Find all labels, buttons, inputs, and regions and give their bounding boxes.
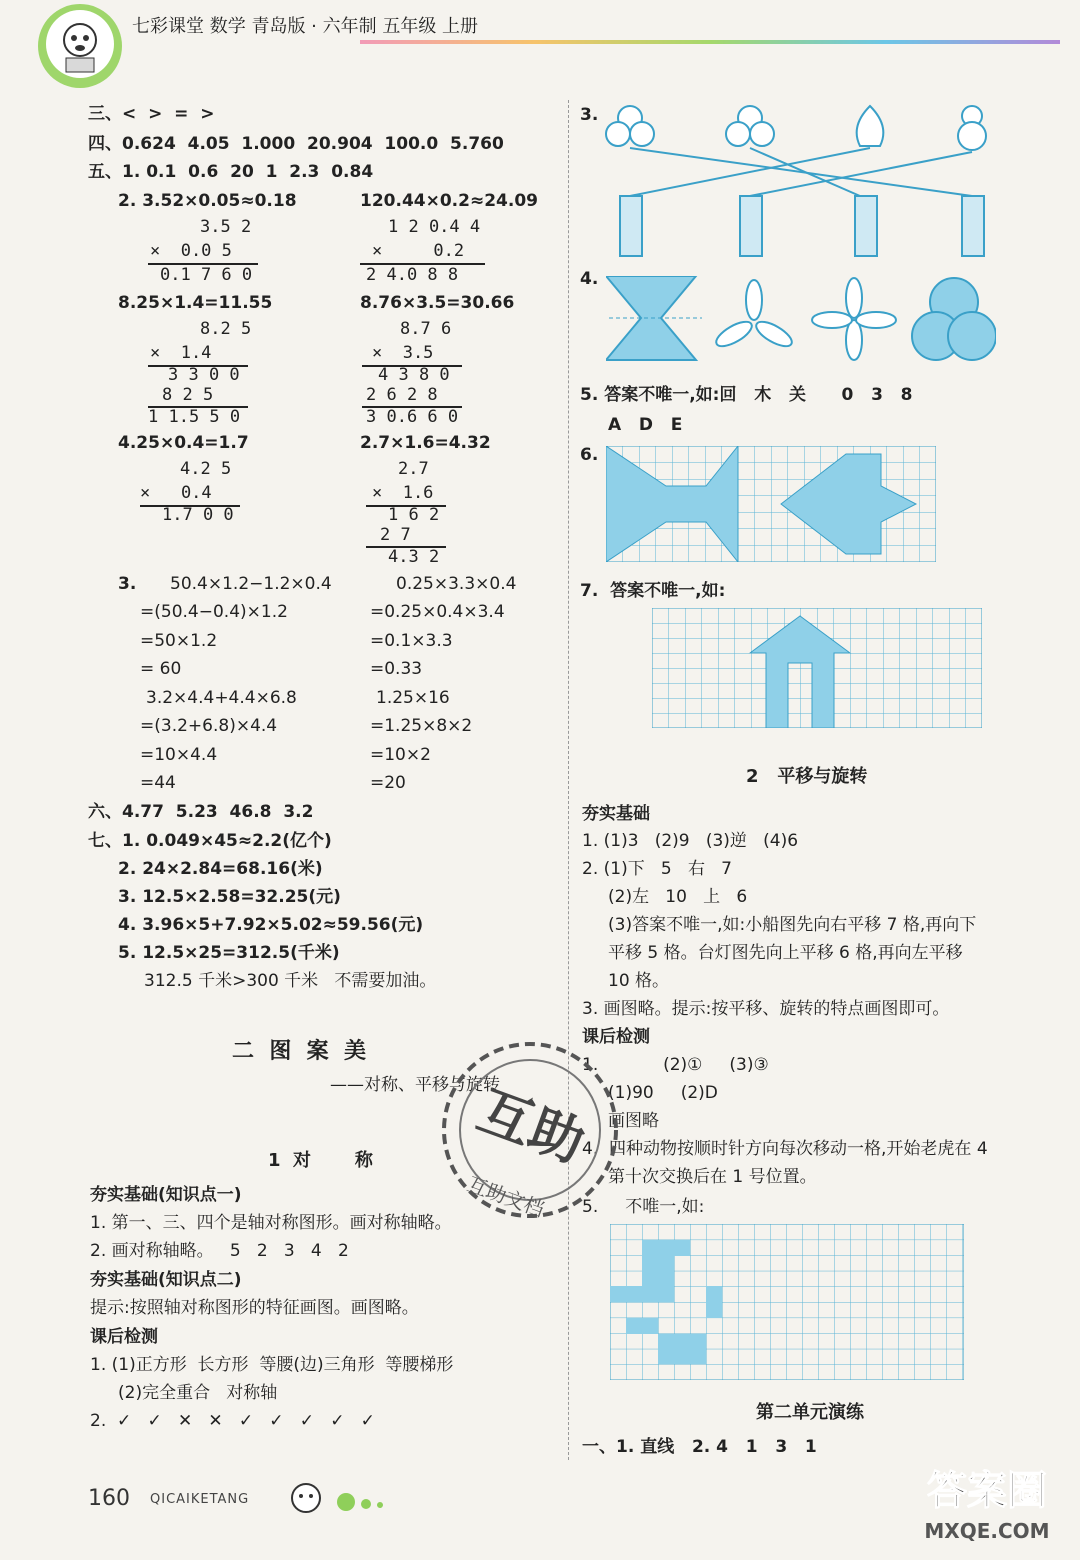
question-number: 6. xyxy=(580,445,599,465)
calc-line: 8 2 5 xyxy=(162,385,214,405)
line: 3. 画图略。提示:按平移、旋转的特点画图即可。 xyxy=(582,999,950,1019)
line: 五、1. 0.1 0.6 20 1 2.3 0.84 xyxy=(88,162,374,182)
unit-title: 二 图 案 美 xyxy=(232,1039,366,1064)
svg-text:互助文档: 互助文档 xyxy=(464,1171,548,1222)
line: =50×1.2 xyxy=(140,631,218,651)
line: 2. 3.52×0.05≈0.18 xyxy=(118,191,297,211)
line: 2. (1)下 5 右 7 xyxy=(582,859,732,879)
svg-text:互助: 互助 xyxy=(469,1078,593,1175)
calc-line: 1 6 2 xyxy=(388,505,440,525)
calc-line: 2 4.0 8 8 xyxy=(366,265,459,285)
subheading: 夯实基础 xyxy=(582,804,650,824)
question-number: 3. xyxy=(580,105,599,125)
line: 提示:按照轴对称图形的特征画图。画图略。 xyxy=(90,1298,419,1318)
calc-line: 4.2 5 xyxy=(180,459,232,479)
line: 0.25×3.3×0.4 xyxy=(396,574,517,594)
calc-line: × 0.4 xyxy=(140,483,212,503)
line: = 60 xyxy=(140,659,182,679)
calc-line: 1 1.5 5 0 xyxy=(148,407,241,427)
line: 8.76×3.5=30.66 xyxy=(360,293,515,313)
line: 三、< > = > xyxy=(88,104,215,124)
line: 50.4×1.2−1.2×0.4 xyxy=(170,574,332,594)
line: 1.25×16 xyxy=(376,688,450,708)
page-number: 160 xyxy=(88,1486,130,1511)
section-title: 2 平移与旋转 xyxy=(746,766,868,787)
line: 10 格。 xyxy=(608,971,670,991)
unit-subtitle: ——对称、平移与旋转 xyxy=(330,1075,500,1095)
line: 3.2×4.4+4.4×6.8 xyxy=(146,688,297,708)
calc-line: 0.1 7 6 0 xyxy=(160,265,253,285)
header-color-bar xyxy=(360,40,1060,44)
line: 7. 答案不唯一,如: xyxy=(580,581,726,601)
calc-line: 1 2 0.4 4 xyxy=(388,217,481,237)
line: (1)90 (2)D xyxy=(608,1083,718,1103)
calc-line: 4 3 8 0 xyxy=(378,365,450,385)
line: 312.5 千米>300 千米 不需要加油。 xyxy=(144,971,437,991)
calc-line: 2 7 xyxy=(380,525,411,545)
calc-line: 3.5 2 xyxy=(200,217,252,237)
line: 1. (1)3 (2)9 (3)逆 (4)6 xyxy=(582,831,799,851)
question-number: 4. xyxy=(580,269,599,289)
footer-brand: QICAIKETANG xyxy=(150,1492,250,1507)
header-title: 七彩课堂 数学 青岛版 · 六年制 五年级 上册 xyxy=(132,16,479,37)
line: =0.1×3.3 xyxy=(370,631,453,651)
grid-figure-5 xyxy=(610,1224,964,1380)
line: 七、1. 0.049×45≈2.2(亿个) xyxy=(88,831,332,851)
line: (2)左 10 上 6 xyxy=(608,887,748,907)
line: =0.33 xyxy=(370,659,423,679)
line: 画图略 xyxy=(608,1111,659,1131)
line: =0.25×0.4×3.4 xyxy=(370,602,505,622)
line: =(50.4−0.4)×1.2 xyxy=(140,602,288,622)
line: 2. 24×2.84=68.16(米) xyxy=(118,859,323,879)
line: 第十次交换后在 1 号位置。 xyxy=(608,1167,817,1187)
line: 8.25×1.4=11.55 xyxy=(118,293,273,313)
subheading: 夯实基础(知识点二) xyxy=(90,1270,242,1290)
calc-line: × 3.5 xyxy=(372,343,434,363)
calc-line: 3 0.6 6 0 xyxy=(366,407,459,427)
calc-line: 8.7 6 xyxy=(400,319,452,339)
subheading: 课后检测 xyxy=(90,1327,158,1347)
line: 3. xyxy=(118,574,137,594)
calc-line: × 1.6 xyxy=(372,483,434,503)
line: 4.25×0.4=1.7 xyxy=(118,433,249,453)
line: =10×4.4 xyxy=(140,745,218,765)
line: 1. 第一、三、四个是轴对称图形。画对称轴略。 xyxy=(90,1213,452,1233)
calc-line: 1.7 0 0 xyxy=(162,505,234,525)
line: =1.25×8×2 xyxy=(370,716,473,736)
line: (2)完全重合 对称轴 xyxy=(118,1383,278,1403)
line: 2.7×1.6=4.32 xyxy=(360,433,491,453)
line: 3. 12.5×2.58=32.25(元) xyxy=(118,887,341,907)
line: 5. 12.5×25=312.5(千米) xyxy=(118,943,340,963)
line: 平移 5 格。台灯图先向上平移 6 格,再向左平移 xyxy=(608,943,963,963)
calc-line: 4.3 2 xyxy=(388,547,440,567)
svg-text:MXQE.COM: MXQE.COM xyxy=(924,1519,1050,1543)
subheading: 夯实基础(知识点一) xyxy=(90,1185,242,1205)
grid-figure-6 xyxy=(606,446,936,562)
line: 一、1. 直线 2. 4 1 3 1 xyxy=(582,1437,817,1457)
line: =20 xyxy=(370,773,406,793)
symmetry-figures xyxy=(606,276,996,366)
line: 5. 答案不唯一,如:回 木 关 0 3 8 xyxy=(580,385,913,405)
line: =(3.2+6.8)×4.4 xyxy=(140,716,278,736)
line: 1. (2)① (3)③ xyxy=(582,1055,769,1075)
section-title: 1 对 称 xyxy=(268,1150,373,1171)
stamp-seal xyxy=(430,1030,630,1230)
watermark-logo xyxy=(912,1448,1062,1548)
line: (3)答案不唯一,如:小船图先向右平移 7 格,再向下 xyxy=(608,915,977,935)
svg-text:答案圈: 答案圈 xyxy=(927,1468,1047,1514)
section-title: 第二单元演练 xyxy=(756,1402,864,1423)
calc-line: × 0.2 xyxy=(372,241,465,261)
line: =44 xyxy=(140,773,176,793)
calc-line: 2 6 2 8 xyxy=(366,385,438,405)
line: 四、0.624 4.05 1.000 20.904 100.0 5.760 xyxy=(88,134,504,154)
calc-line: 8.2 5 xyxy=(200,319,252,339)
line: 5. 不唯一,如: xyxy=(582,1197,705,1217)
line: 120.44×0.2≈24.09 xyxy=(360,191,538,211)
column-divider xyxy=(568,100,569,1460)
page-header xyxy=(0,0,1080,48)
line: 2. ✓ ✓ ✕ ✕ ✓ ✓ ✓ ✓ ✓ xyxy=(90,1411,375,1431)
line: 4. 四种动物按顺时针方向每次移动一格,开始老虎在 4 xyxy=(582,1139,988,1159)
line: A D E xyxy=(608,415,683,435)
line: 六、4.77 5.23 46.8 3.2 xyxy=(88,802,314,822)
mascot-icon xyxy=(46,10,114,78)
calc-line: 3 3 0 0 xyxy=(168,365,240,385)
subheading: 课后检测 xyxy=(582,1027,650,1047)
grid-figure-7 xyxy=(652,608,982,728)
mascot-icon xyxy=(286,1478,406,1528)
matching-figure xyxy=(600,96,1000,266)
line: 2. 画对称轴略。 5 2 3 4 2 xyxy=(90,1241,349,1261)
calc-line: × 0.0 5 xyxy=(150,241,232,261)
line: 1. (1)正方形 长方形 等腰(边)三角形 等腰梯形 xyxy=(90,1355,454,1375)
calc-line: 2.7 xyxy=(398,459,429,479)
line: =10×2 xyxy=(370,745,431,765)
calc-line: × 1.4 xyxy=(150,343,212,363)
line: 4. 3.96×5+7.92×5.02≈59.56(元) xyxy=(118,915,424,935)
